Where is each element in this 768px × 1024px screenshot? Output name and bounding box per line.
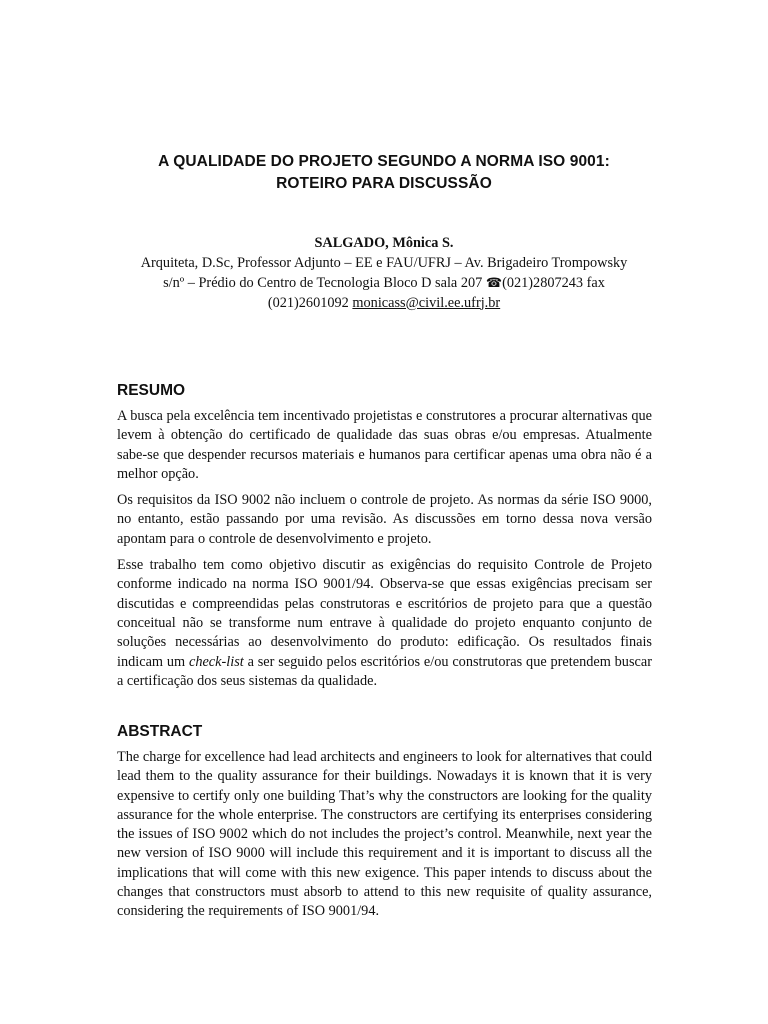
paper-title xyxy=(60,151,708,195)
resumo-paragraph-3 xyxy=(117,556,652,691)
affiliation-line-3 xyxy=(100,294,668,314)
phone-icon: ☎ xyxy=(485,275,503,290)
email-link[interactable]: monicass@civil.ee.ufrj.br xyxy=(352,294,501,311)
abstract-paragraph: The charge for excellence had lead architects and engineers to look for alternatives that could lead them to the quality assurance for their buildings. Nowadays it is known that it is very expensive to certify only one building That’s why the constructors are looking for the quality assurance for the whole enterprise. The constructors are certifying its enterprises considering the issues of ISO 9002 which do not includes the project’s control. Meanwhile, next year the new version of ISO 9000 will include this requirement and it is important to discuss all the implications that will come with this new exigence. This paper intends to discuss about the changes that constructors must absorb to attend to this new requisite of quality assurance, considering the requirements of ISO 9001/94. xyxy=(117,749,652,920)
author-name: SALGADO, Mônica S. xyxy=(314,235,454,251)
affiliation-line-2 xyxy=(100,273,668,294)
resumo-p3-text-a: Esse trabalho tem como objetivo discutir as exigências do requisito Controle de Projeto conforme indicado na norma ISO 9001/94. Observa-se que essas exigências precisam ser discutidas e compreendidas pelas construtoras e escritórios de projeto para que a questão conceitual não se transforme num entrave à qualidade do projeto enquanto conjunto de soluções necessárias ao desenvolvimento do produto: edificação. Os resultados finais indicam um xyxy=(117,557,652,670)
author-block xyxy=(100,234,668,313)
resumo-p3-text-b: a ser seguido pelos escritórios e/ou construtoras que pretendem buscar a certificação dos seus sistemas da qualidade. xyxy=(117,653,652,689)
fax-number: (021)2601092 xyxy=(267,294,353,311)
phone-number: (021)2807243 fax xyxy=(502,275,605,291)
abstract-section xyxy=(117,722,652,929)
title-line-1: A QUALIDADE DO PROJETO SEGUNDO A NORMA ISO 9001: xyxy=(158,153,610,170)
abstract-heading: ABSTRACT xyxy=(117,723,203,740)
title-line-2: ROTEIRO PARA DISCUSSÃO xyxy=(276,175,492,192)
resumo-heading: RESUMO xyxy=(117,382,186,399)
affiliation-line-1: Arquiteta, D.Sc, Professor Adjunto – EE e FAU/UFRJ – Av. Brigadeiro Trompowsky xyxy=(140,254,628,271)
resumo-paragraph-2: Os requisitos da ISO 9002 não incluem o controle de projeto. As normas da série ISO 9000, no entanto, estão passando por uma revisão. As discussões em torno dessa nova versão apontam para o controle de desenvolvimento e projeto. xyxy=(117,492,652,547)
checklist-term: check-list xyxy=(188,653,244,670)
resumo-section xyxy=(117,381,652,698)
affiliation-address: s/nº – Prédio do Centro de Tecnologia Bloco D sala 207 xyxy=(163,275,486,291)
resumo-paragraph-1: A busca pela excelência tem incentivado projetistas e construtores a procurar alternativas que levem à obtenção do certificado de qualidade das suas obras e/ou empresas. Atualmente sabe-se que despender recursos materiais e humanos para certificar apenas uma obra não é a melhor opção. xyxy=(117,408,652,482)
